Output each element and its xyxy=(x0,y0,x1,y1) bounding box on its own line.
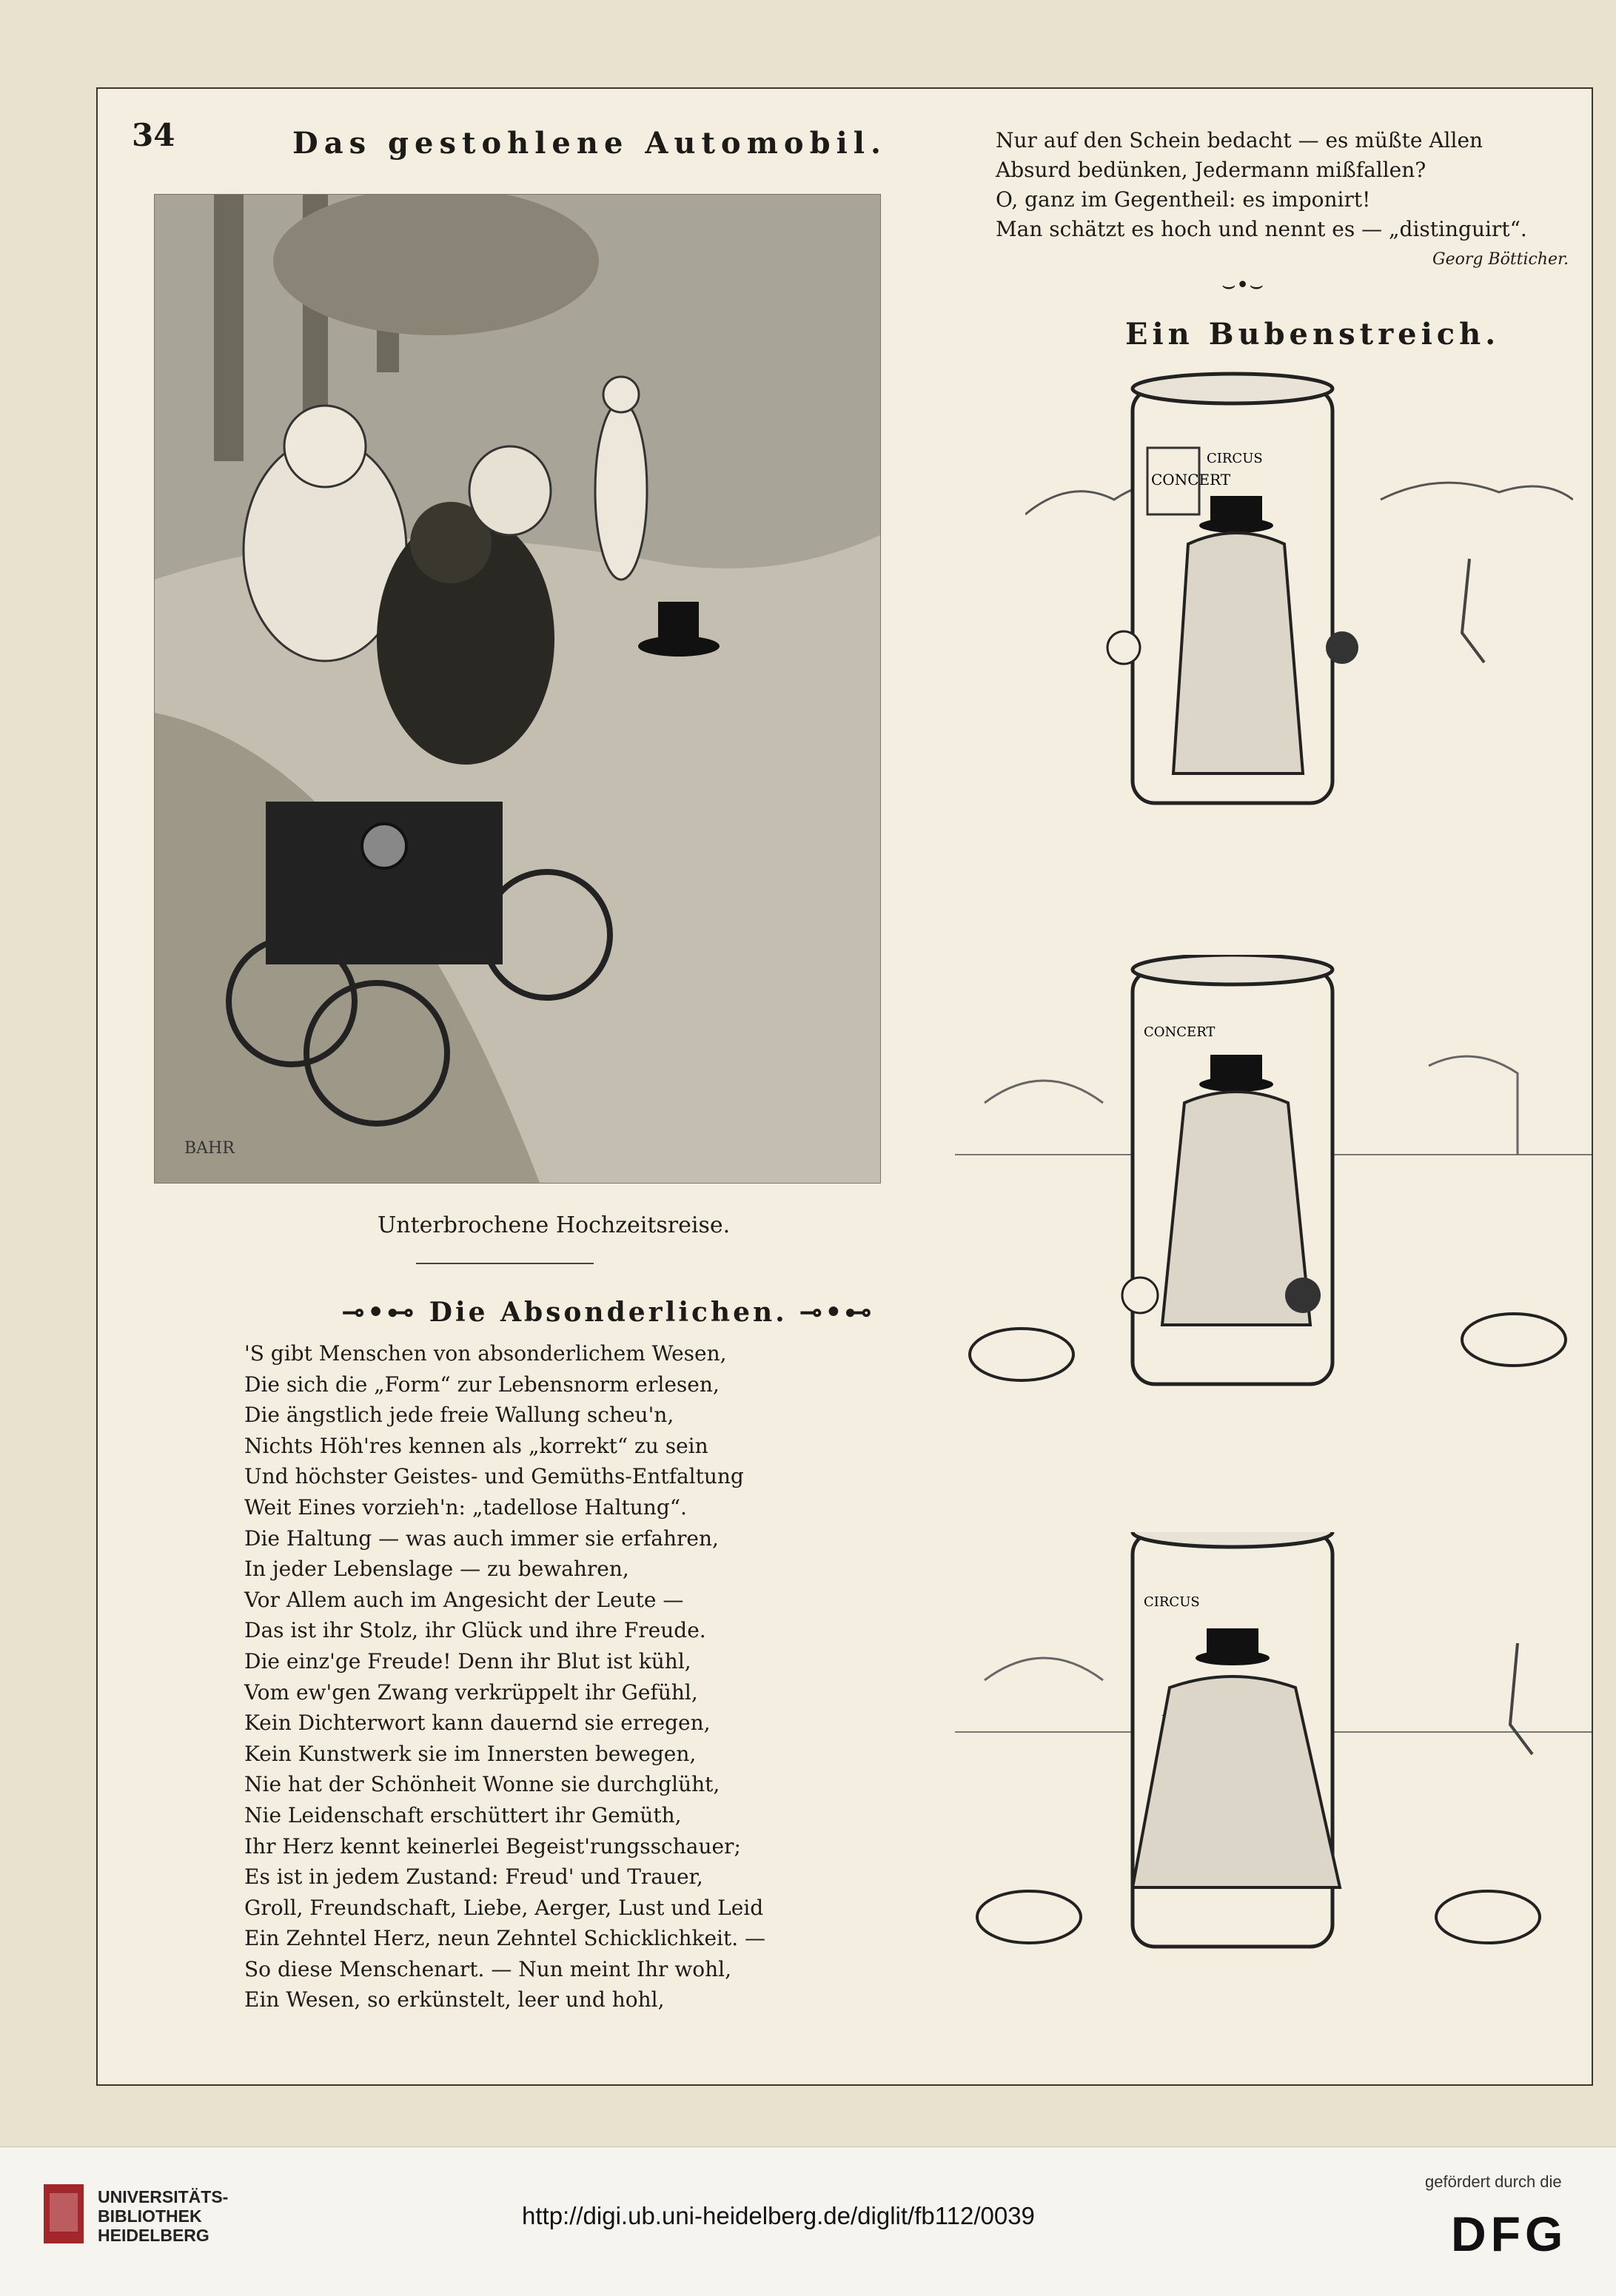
illustration-caption: Unterbrochene Hochzeitsreise. xyxy=(378,1212,731,1238)
poem-line: O, ganz im Gegentheil: es imponirt! xyxy=(996,187,1371,212)
poem-line: So diese Menschenart. — Nun meint Ihr wohl, xyxy=(244,1956,732,1981)
poem-line: Nichts Höh'res kennen als „korrekt“ zu sein xyxy=(244,1433,708,1458)
poem-line: Und höchster Geistes- und Gemüths-Entfaltung xyxy=(244,1464,744,1489)
poster-label: CIRCUS xyxy=(1144,1594,1200,1610)
poem-line: Kein Dichterwort kann dauernd sie erregen, xyxy=(244,1711,711,1736)
article-title: Das gestohlene Automobil. xyxy=(292,126,887,161)
poem-line: Groll, Freundschaft, Liebe, Aerger, Lust und Leid xyxy=(244,1895,764,1920)
poem-line: Man schätzt es hoch und nennt es — „distinguirt“. xyxy=(996,217,1527,241)
poem-body xyxy=(244,1338,765,2015)
permalink-url[interactable]: http://digi.ub.uni-heidelberg.de/diglit/fb112/0039 xyxy=(522,2202,1035,2229)
poem-line: Nur auf den Schein bedacht — es müßte Allen xyxy=(996,128,1483,152)
library-logo-icon xyxy=(41,2180,87,2246)
poem-line: Die ängstlich jede freie Wallung scheu'n, xyxy=(244,1403,674,1428)
cartoon-panel-2 xyxy=(955,955,1592,1429)
poem-line: Ein Wesen, so erkünstelt, leer und hohl, xyxy=(244,1987,665,2013)
poem-line: Absurd bedünken, Jedermann mißfallen? xyxy=(996,158,1426,182)
automobile-drawing xyxy=(155,195,880,1183)
illustration-signature: BAHR xyxy=(184,1139,235,1158)
poem-line: Die sich die „Form“ zur Lebensnorm erlesen, xyxy=(244,1372,720,1397)
cartoon-drawing-2 xyxy=(955,955,1592,1429)
cartoon-drawing-1 xyxy=(1025,366,1573,870)
poem-line: Ein Zehntel Herz, neun Zehntel Schicklichkeit. — xyxy=(244,1926,766,1951)
poem-title-text: Die Absonderlichen. xyxy=(429,1297,788,1328)
library-name xyxy=(98,2187,228,2245)
funding-note: gefördert durch die xyxy=(1425,2172,1562,2191)
poster-label: CONCERT xyxy=(1151,471,1231,489)
cartoon-panel-3 xyxy=(955,1532,1592,1991)
poem-line: Nie Leidenschaft erschüttert ihr Gemüth, xyxy=(244,1802,682,1827)
library-line: HEIDELBERG xyxy=(98,2226,209,2245)
poem-line: Kein Kunstwerk sie im Innersten bewegen, xyxy=(244,1741,697,1766)
divider-ornament-icon: ⌣•⌣ xyxy=(1221,272,1264,298)
right-poem xyxy=(996,126,1527,244)
poem-line: Vor Allem auch im Angesicht der Leute — xyxy=(244,1587,684,1612)
cartoon-title: Ein Bubenstreich. xyxy=(1125,317,1501,352)
poster-label: CIRCUS xyxy=(1207,451,1263,466)
poem-line: Weit Eines vorzieh'n: „tadellose Haltung“. xyxy=(244,1494,687,1520)
poem-line: Es ist in jedem Zustand: Freud' und Trauer, xyxy=(244,1864,703,1890)
poem-title xyxy=(342,1297,874,1328)
ornament-left-icon: ⊸•⊷ xyxy=(342,1297,429,1328)
cartoon-panel-1 xyxy=(1025,366,1573,870)
library-line: UNIVERSITÄTS- xyxy=(98,2187,229,2206)
dfg-logo: DFG xyxy=(1451,2206,1568,2261)
poem-line: 'S gibt Menschen von absonderlichem Wesen, xyxy=(244,1341,727,1366)
poem-line: Ihr Herz kennt keinerlei Begeist'rungsschauer; xyxy=(244,1833,741,1859)
poem-line: Die Haltung — was auch immer sie erfahren, xyxy=(244,1525,719,1551)
poem-line: Das ist ihr Stolz, ihr Glück und ihre Freude. xyxy=(244,1618,706,1643)
page-number: 34 xyxy=(132,117,175,153)
poem-line: Nie hat der Schönheit Wonne sie durchglüht, xyxy=(244,1772,720,1797)
poster-label: CONCERT xyxy=(1144,1024,1216,1040)
ornament-right-icon: ⊸•⊷ xyxy=(787,1297,875,1328)
caption-divider xyxy=(416,1263,594,1264)
poem-author: Georg Bötticher. xyxy=(1432,250,1569,269)
poem-line: In jeder Lebenslage — zu bewahren, xyxy=(244,1557,629,1582)
poem-line: Die einz'ge Freude! Denn ihr Blut ist kühl, xyxy=(244,1648,691,1674)
library-line: BIBLIOTHEK xyxy=(98,2206,202,2226)
poem-line: Vom ew'gen Zwang verkrüppelt ihr Gefühl, xyxy=(244,1679,698,1705)
cartoon-drawing-3 xyxy=(955,1532,1592,1991)
automobile-illustration xyxy=(154,194,881,1184)
